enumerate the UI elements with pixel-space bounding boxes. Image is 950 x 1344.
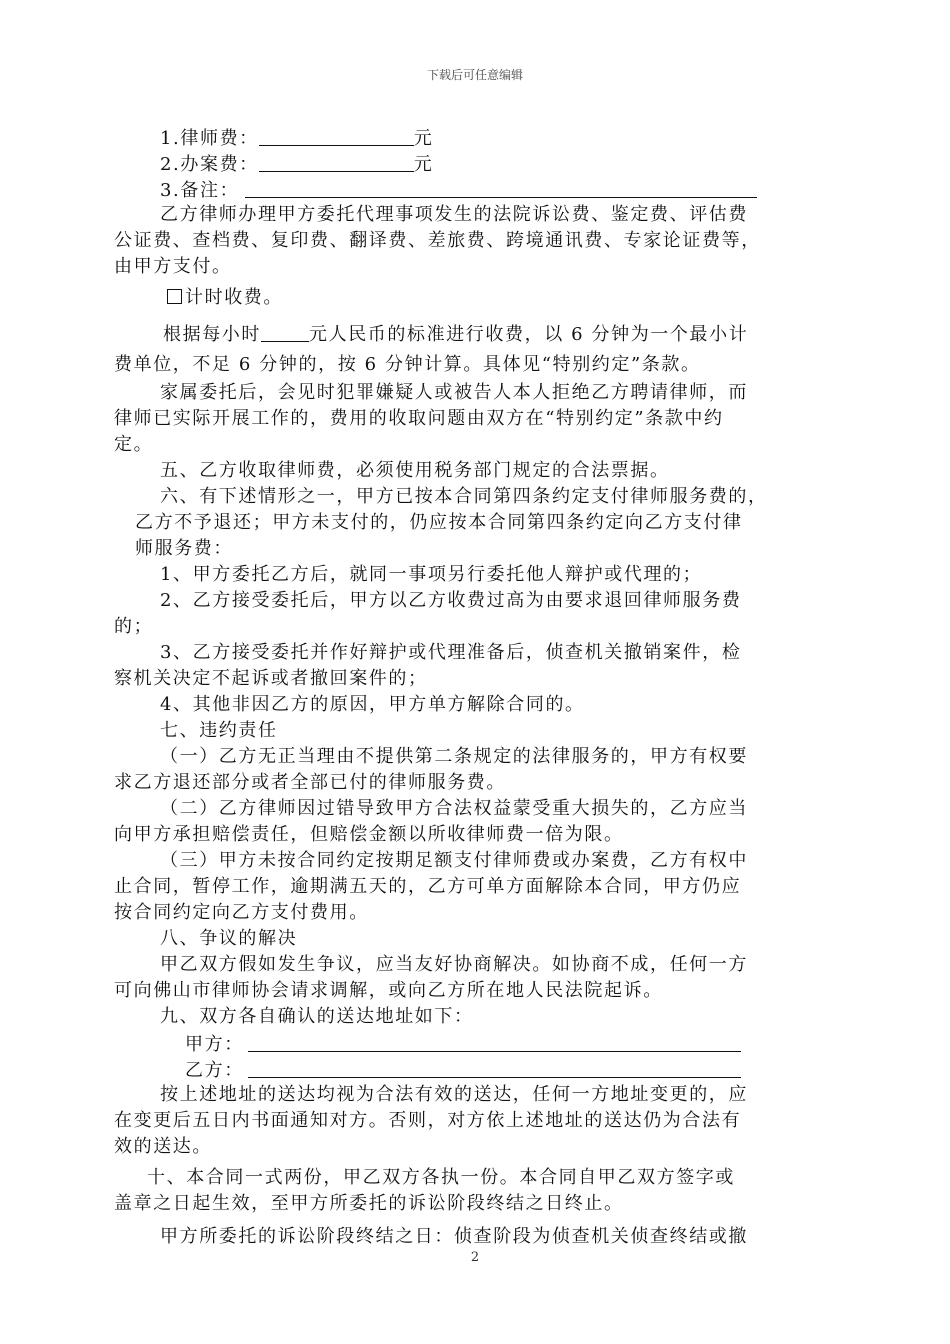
litigation-end-line: 甲方所委托的诉讼阶段终结之日：侦查阶段为侦查机关侦查终结或撤 (160, 1226, 748, 1247)
hourly-option-label: 计时收费。 (185, 287, 283, 308)
clause-6-item-2-line-1: 2、乙方接受委托后，甲方以乙方收费过高为由要求退回律师服务费 (160, 590, 742, 611)
party-a-address-blank[interactable] (248, 1033, 741, 1052)
clause-9-line-3: 效的送达。 (114, 1136, 212, 1157)
page-number: 2 (470, 1250, 480, 1265)
clause-7-item-2-line-1: （二）乙方律师因过错导致甲方合法权益蒙受重大损失的，乙方应当 (160, 798, 748, 819)
clause-6-line-2: 乙方不予退还；甲方未支付的，仍应按本合同第四条约定向乙方支付律 (135, 512, 743, 533)
clause-7-item-1-line-1: （一）乙方无正当理由不提供第二条规定的法律服务的，甲方有权要 (160, 746, 748, 767)
remark-label: 3.备注： (160, 180, 240, 201)
clause-7-item-1-line-2: 求乙方退还部分或者全部已付的律师服务费。 (114, 772, 506, 793)
clause-6-item-1: 1、甲方委托乙方后，就同一事项另行委托他人辩护或代理的； (160, 564, 703, 585)
hourly-rate-prefix: 根据每小时 (163, 324, 261, 345)
case-fee-label: 2.办案费： (160, 154, 259, 175)
clause-7-title: 七、违约责任 (160, 720, 278, 741)
clause-6-item-4: 4、其他非因乙方的原因，甲方单方解除合同的。 (160, 694, 585, 715)
remark-line (160, 179, 757, 201)
family-line-1: 家属委托后，会见时犯罪嫌疑人或被告人本人拒绝乙方聘请律师，而 (160, 382, 748, 403)
lawyer-fee-line (160, 127, 433, 149)
clause-9-line-1: 按上述地址的送达均视为合法有效的送达，任何一方地址变更的，应 (160, 1084, 748, 1105)
hourly-rate-suffix: 元人民币的标准进行收费，以 6 分钟为一个最小计 (309, 324, 749, 345)
clause-7-item-3-line-1: （三）甲方未按合同约定按期足额支付律师费或办案费，乙方有权中 (160, 850, 748, 871)
family-line-2: 律师已实际开展工作的，费用的收取问题由双方在“特别约定”条款中约 (114, 408, 724, 429)
clause-10-line-2: 盖章之日起生效，至甲方所委托的诉讼阶段终结之日终止。 (114, 1193, 624, 1214)
party-a-address-line (185, 1033, 741, 1055)
lawyer-fee-unit: 元 (413, 128, 434, 149)
case-fee-blank[interactable] (259, 153, 414, 172)
clause-9-title: 九、双方各自确认的送达地址如下： (160, 1006, 474, 1027)
clause-6-line-1: 六、有下述情形之一，甲方已按本合同第四条约定支付律师服务费的， (160, 486, 768, 507)
lawyer-fee-label: 1.律师费： (160, 128, 259, 149)
clause-8-line-1: 甲乙双方假如发生争议，应当友好协商解决。如协商不成，任何一方 (160, 954, 748, 975)
clause-7-item-3-line-2: 止合同，暂停工作，逾期满五天的，乙方可单方面解除本合同，甲方仍应 (114, 876, 742, 897)
party-b-label: 乙方： (185, 1060, 244, 1081)
hourly-rate-blank[interactable] (261, 323, 309, 342)
clause-6-line-3: 师服务费： (135, 538, 233, 559)
family-line-3: 定。 (114, 434, 154, 455)
hourly-line-2: 费单位，不足 6 分钟的，按 6 分钟计算。具体见“特别约定”条款。 (114, 354, 701, 375)
clause-7-item-2-line-2: 向甲方承担赔偿责任，但赔偿金额以所收律师费一倍为限。 (114, 824, 624, 845)
party-b-address-line (185, 1059, 741, 1081)
hourly-option (167, 288, 283, 308)
hourly-checkbox[interactable] (167, 289, 182, 304)
costs-line-3: 由甲方支付。 (114, 256, 232, 277)
party-b-address-blank[interactable] (248, 1059, 741, 1078)
clause-10-line-1: 十、本合同一式两份，甲乙双方各执一份。本合同自甲乙双方签字或 (147, 1167, 735, 1188)
hourly-rate-line (163, 323, 748, 345)
costs-line-1: 乙方律师办理甲方委托代理事项发生的法院诉讼费、鉴定费、评估费 (160, 204, 748, 225)
clause-6-item-2-line-2: 的； (114, 616, 154, 637)
clause-6-item-3-line-2: 察机关决定不起诉或者撤回案件的； (114, 668, 428, 689)
clause-8-line-2: 可向佛山市律师协会请求调解，或向乙方所在地人民法院起诉。 (114, 980, 663, 1001)
clause-5: 五、乙方收取律师费，必须使用税务部门规定的合法票据。 (160, 460, 670, 481)
party-a-label: 甲方： (185, 1034, 244, 1055)
remark-blank[interactable] (245, 179, 757, 198)
clause-7-item-3-line-3: 按合同约定向乙方支付费用。 (114, 902, 369, 923)
lawyer-fee-blank[interactable] (259, 127, 414, 146)
case-fee-line (160, 153, 433, 175)
clause-6-item-3-line-1: 3、乙方接受委托并作好辩护或代理准备后，侦查机关撤销案件，检 (160, 642, 742, 663)
case-fee-unit: 元 (413, 154, 434, 175)
clause-9-line-2: 在变更后五日内书面通知对方。否则，对方依上述地址的送达仍为合法有 (114, 1110, 742, 1131)
costs-line-2: 公证费、查档费、复印费、翻译费、差旅费、跨境通讯费、专家论证费等， (114, 230, 761, 251)
clause-8-title: 八、争议的解决 (160, 928, 298, 949)
page-header: 下载后可任意编辑 (426, 68, 523, 82)
